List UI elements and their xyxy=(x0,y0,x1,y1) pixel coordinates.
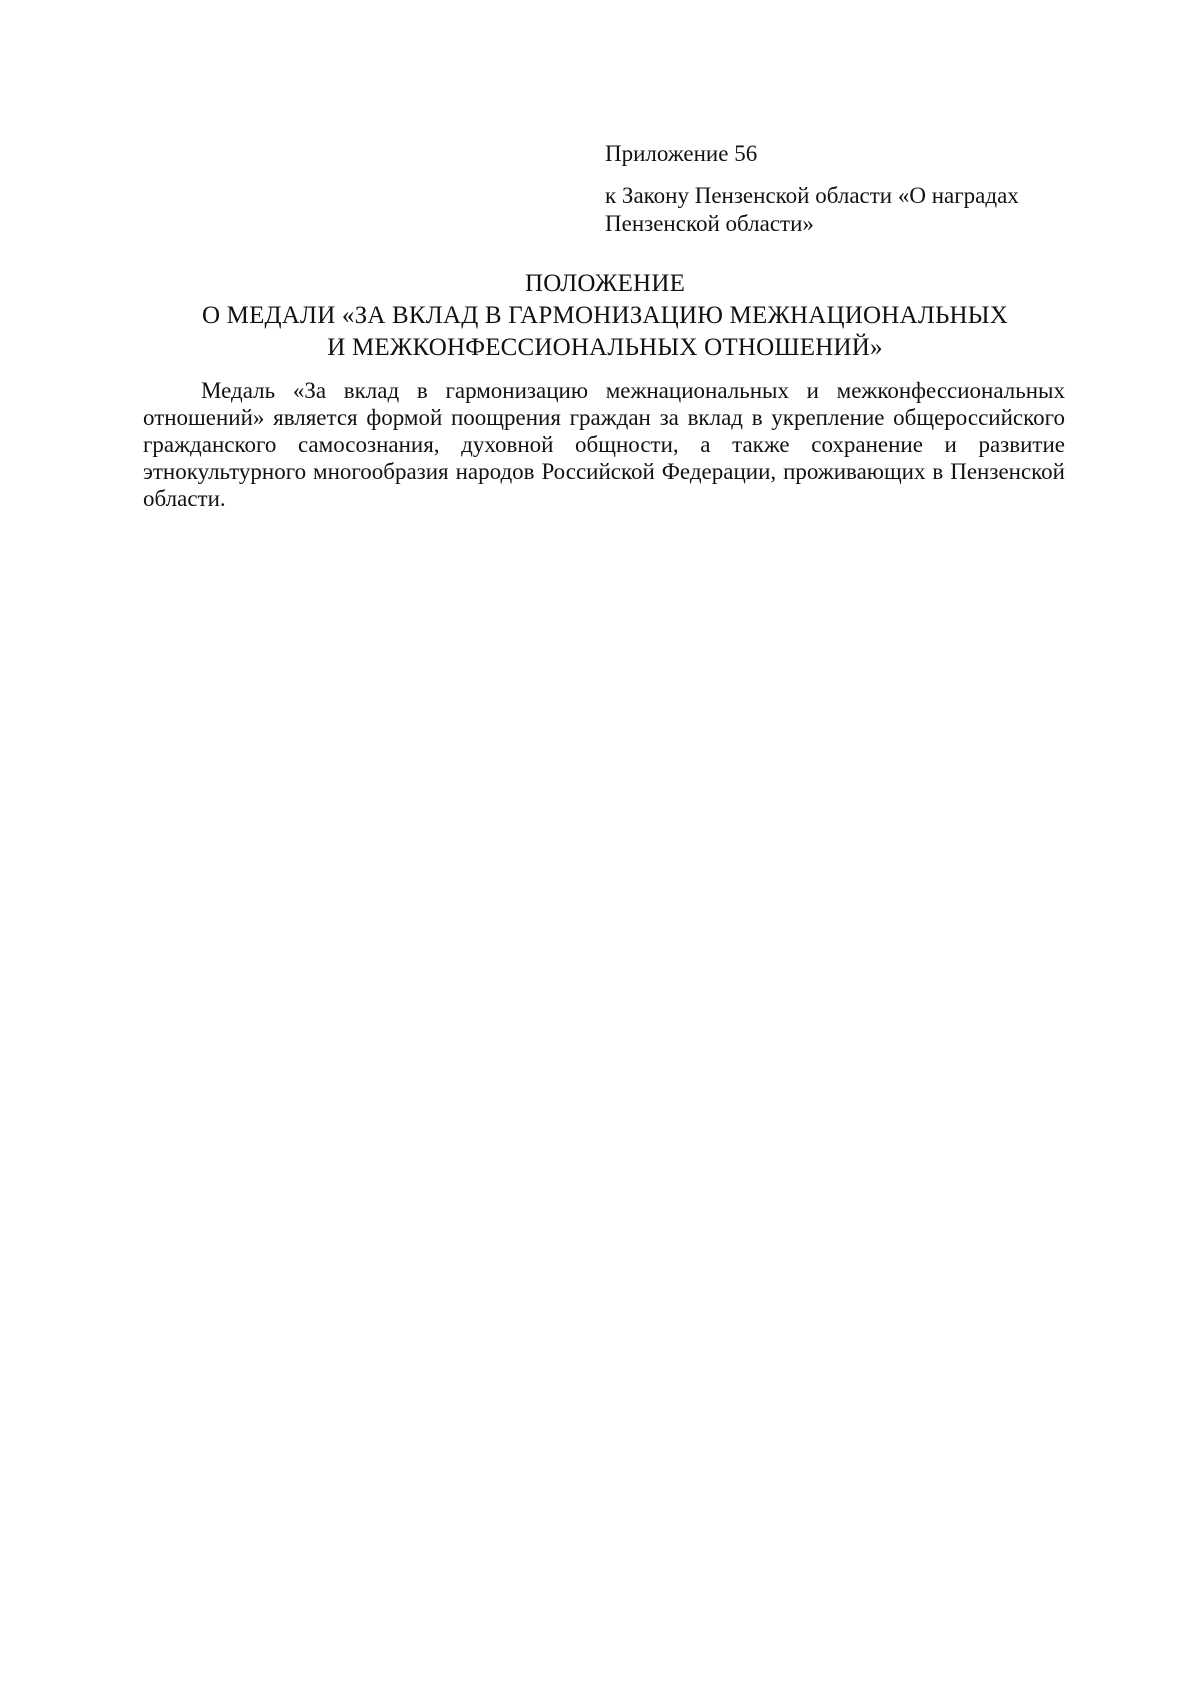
body-paragraph: Медаль «За вклад в гармонизацию межнациональных и межконфессиональных отношений» является формой поощрения граждан за вклад в укрепление общероссийского гражданского самосознания, духовной общности, а также сохранение и развитие этнокультурного многообразия народов Российской Федерации, проживающих в Пензенской области. xyxy=(143,378,1065,511)
document-heading xyxy=(130,268,1080,364)
heading-line-3: И МЕЖКОНФЕССИОНАЛЬНЫХ ОТНОШЕНИЙ» xyxy=(327,334,883,361)
annex-block xyxy=(605,140,1085,238)
heading-line-1: ПОЛОЖЕНИЕ xyxy=(524,270,686,297)
heading-line-2: О МЕДАЛИ «ЗА ВКЛАД В ГАРМОНИЗАЦИЮ МЕЖНАЦИОНАЛЬНЫХ xyxy=(201,302,1009,329)
annex-title: Приложение 56 xyxy=(605,141,758,166)
annex-reference: к Закону Пензенской области «О наградах Пензенской области» xyxy=(605,183,1019,236)
